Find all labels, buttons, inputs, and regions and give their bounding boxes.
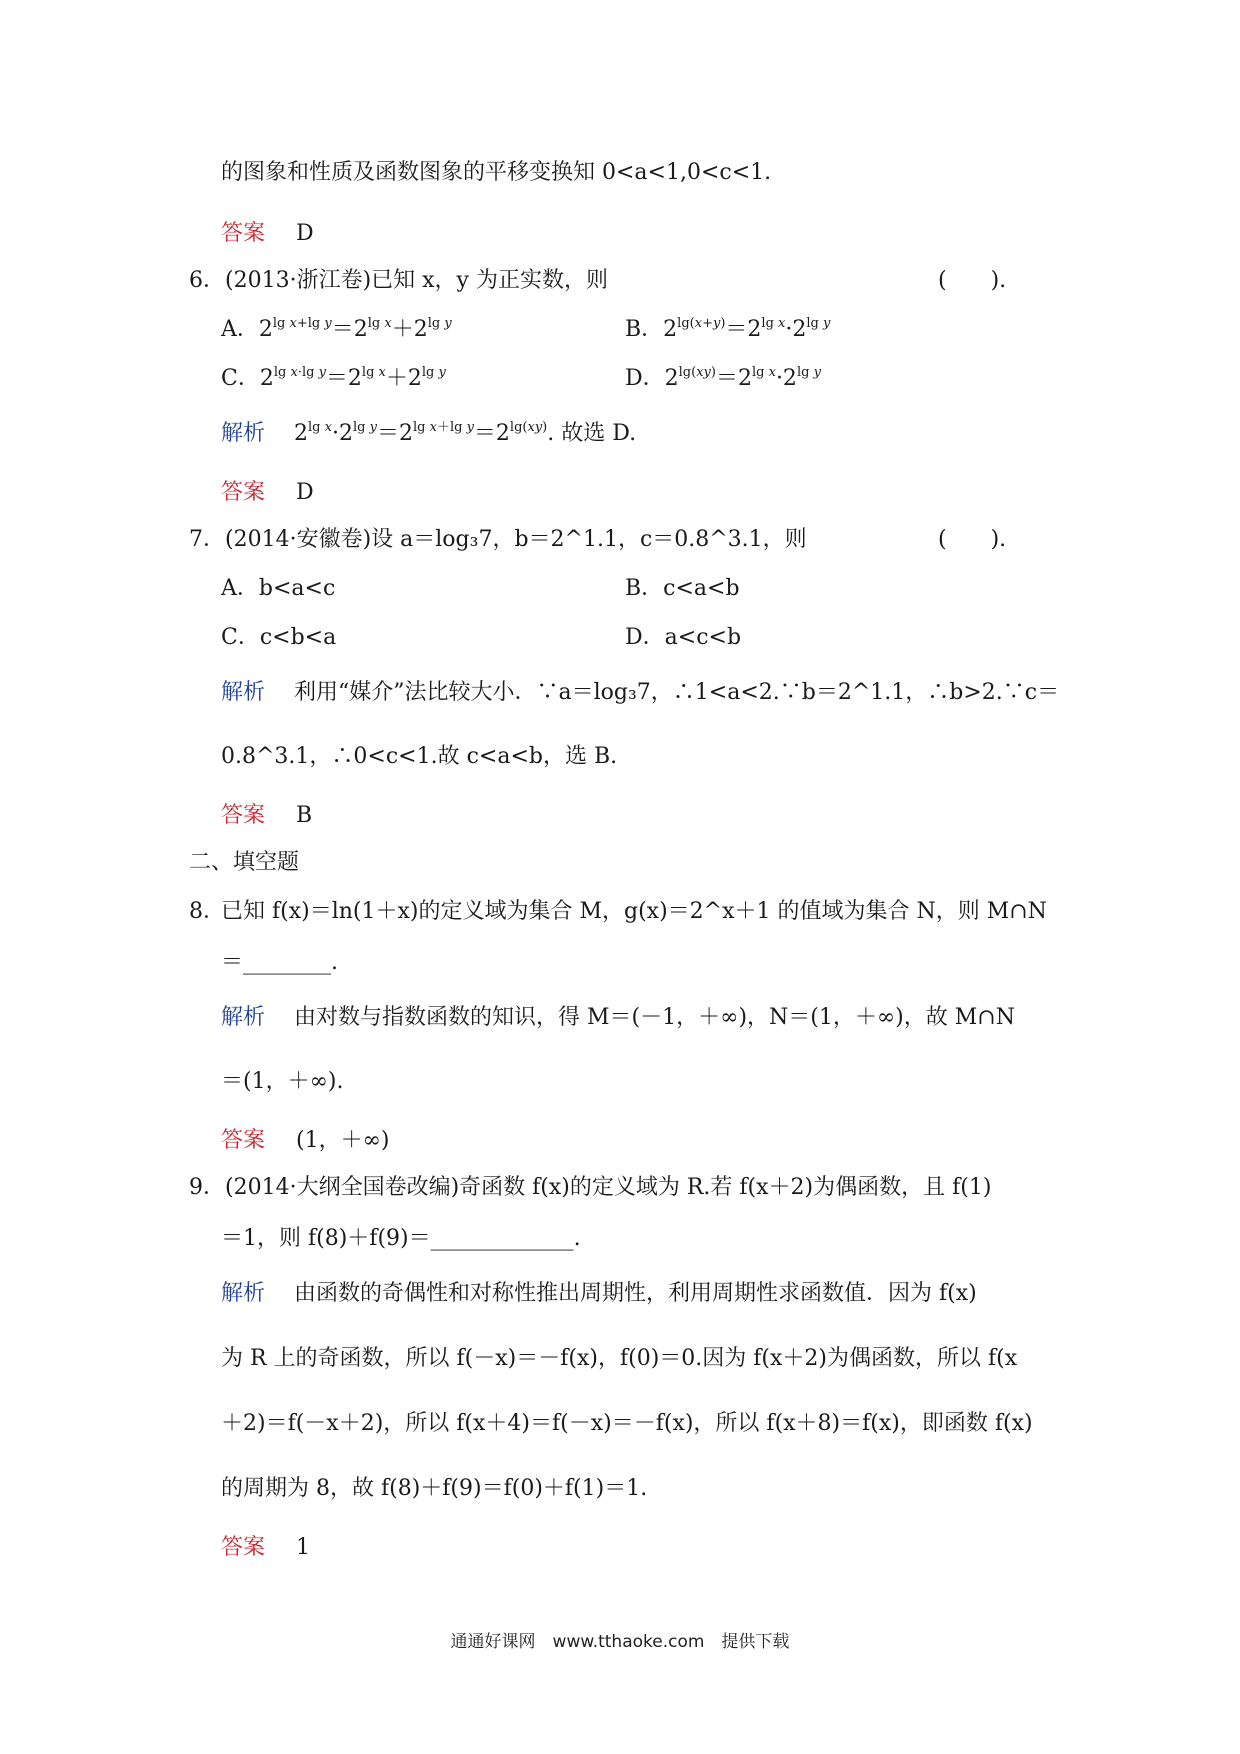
q9-answer <box>221 1533 310 1563</box>
answer-value: 1 <box>296 1535 311 1560</box>
q7-answer <box>221 801 312 831</box>
option-a: A．b<a<c <box>221 576 336 601</box>
answer-value: D <box>296 221 314 246</box>
q9-analysis-line3: ＋2)＝f(－x＋2)，所以 f(x＋4)＝f(－x)＝－f(x)，所以 f(x＋8)＝f(x)，即函数 f(x) <box>221 1411 1033 1436</box>
q7-analysis-line1 <box>221 678 1059 708</box>
analysis-tail: . 故选 D. <box>547 421 637 446</box>
q5-analysis-continuation: 的图象和性质及函数图象的平移变换知 0<a<1,0<c<1. <box>221 160 772 185</box>
q6-analysis: 解析 $2^{lg x}\cdot 2^{lg y}=2^{lg x+lg y}=2^{lg(xy)}$. 故选 D. <box>221 420 637 446</box>
analysis-label: 解析 <box>221 680 266 705</box>
section-heading: 二、填空题 <box>189 850 300 875</box>
option-d: D．a<c<b <box>625 625 742 650</box>
answer-value: B <box>296 803 313 828</box>
q8-analysis-line2: ＝(1，＋∞). <box>221 1069 344 1094</box>
option-b: B．$2^{lg(x+y)}=2^{lg x}\cdot 2^{lg y}$ <box>625 316 831 342</box>
q6-answer <box>221 478 314 508</box>
answer-label: 答案 <box>221 480 266 505</box>
option-c: C．$2^{lg x\cdot lg y}=2^{lg x}+2^{lg y}$ <box>221 365 446 391</box>
analysis-text: 由函数的奇偶性和对称性推出周期性，利用周期性求函数值．因为 f(x) <box>294 1281 977 1306</box>
answer-value: D <box>296 480 314 505</box>
q8-analysis-line1 <box>221 1003 1015 1033</box>
q9-analysis-line4: 的周期为 8，故 f(8)＋f(9)＝f(0)＋f(1)＝1. <box>221 1476 648 1501</box>
question-number: 6． <box>189 268 225 293</box>
q9-analysis-line2: 为 R 上的奇函数，所以 f(－x)＝－f(x)，f(0)＝0.因为 f(x＋2)为偶函数，所以 f(x <box>221 1346 1018 1371</box>
question-number: 9． <box>189 1175 225 1200</box>
q9-analysis-line1 <box>221 1279 977 1309</box>
question-stem: (2014·大纲全国卷改编)奇函数 f(x)的定义域为 R.若 f(x＋2)为偶函数，且 f(1) <box>225 1175 992 1200</box>
option-a: A．$2^{lg x+lg y}=2^{lg x}+2^{lg y}$ <box>221 316 452 342</box>
answer-label: 答案 <box>221 1535 266 1560</box>
q7-analysis-line2: 0.8^3.1，∴0<c<1.故 c<a<b，选 B. <box>221 744 618 769</box>
q9-stem-line2: ＝1，则 f(8)＋f(9)＝_____________. <box>221 1226 581 1251</box>
answer-paren: ( ). <box>938 268 1007 293</box>
analysis-text: 利用“媒介”法比较大小．∵a＝log₃7，∴1<a<2.∵b＝2^1.1，∴b>2.∵c＝ <box>294 680 1060 705</box>
answer-value: (1，＋∞) <box>296 1128 390 1153</box>
analysis-text: 由对数与指数函数的知识，得 M＝(－1，＋∞)，N＝(1，＋∞)，故 M∩N <box>294 1005 1015 1030</box>
question-stem: (2014·安徽卷)设 a＝log₃7，b＝2^1.1，c＝0.8^3.1，则 <box>225 527 807 552</box>
question-number: 7． <box>189 527 225 552</box>
answer-label: 答案 <box>221 1128 266 1153</box>
answer-label: 答案 <box>221 221 266 246</box>
q5-answer <box>221 219 314 249</box>
q8-answer <box>221 1126 390 1156</box>
q8-stem-line2: ＝________. <box>221 950 338 975</box>
option-b: B．c<a<b <box>625 576 740 601</box>
analysis-label: 解析 <box>221 1005 266 1030</box>
option-c: C．c<b<a <box>221 625 337 650</box>
answer-paren: ( ). <box>938 527 1007 552</box>
option-d: D．$2^{lg(xy)}=2^{lg x}\cdot 2^{lg y}$ <box>625 365 821 391</box>
analysis-label: 解析 <box>221 421 266 446</box>
page-footer: 通通好课网 www.tthaoke.com 提供下载 <box>450 1632 790 1652</box>
answer-label: 答案 <box>221 803 266 828</box>
question-number: 8． <box>189 899 225 924</box>
question-stem: 已知 f(x)＝ln(1＋x)的定义域为集合 M，g(x)＝2^x＋1 的值域为集合 N，则 M∩N <box>221 899 1047 924</box>
question-stem: (2013·浙江卷)已知 x，y 为正实数，则 <box>225 268 608 293</box>
analysis-label: 解析 <box>221 1281 266 1306</box>
